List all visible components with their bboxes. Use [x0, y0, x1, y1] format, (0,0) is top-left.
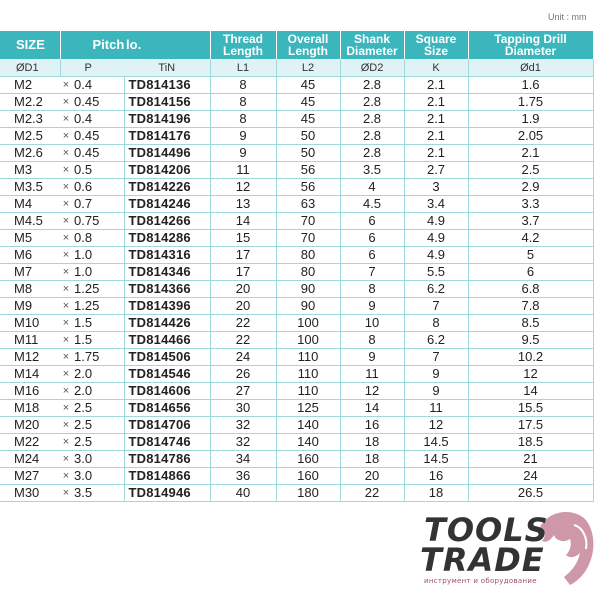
part-number-cell: TD814466	[124, 332, 210, 349]
overall-length-cell: 56	[276, 179, 340, 196]
square-size-cell: 16	[404, 468, 468, 485]
size: M8	[0, 281, 60, 298]
times-symbol: ×	[60, 145, 72, 162]
thread-length-cell: 9	[210, 128, 276, 145]
pitch-cell: 0.6	[72, 179, 124, 196]
tapping-drill-cell: 6	[468, 264, 593, 281]
thread-length-cell: 27	[210, 383, 276, 400]
shank-diameter-cell: 2.8	[340, 111, 404, 128]
thread-length-cell: 8	[210, 77, 276, 94]
header-size: SIZE	[0, 31, 60, 59]
part-number-cell: TD814606	[124, 383, 210, 400]
thread-length-cell: 17	[210, 264, 276, 281]
table-row	[0, 281, 593, 298]
size: M18	[0, 400, 60, 417]
shank-diameter-cell: 16	[340, 417, 404, 434]
square-size-cell: 4.9	[404, 213, 468, 230]
thread-length-cell: 15	[210, 230, 276, 247]
thread-length-cell: 22	[210, 315, 276, 332]
shank-diameter-cell: 2.8	[340, 77, 404, 94]
pitch-cell: 0.5	[72, 162, 124, 179]
tapping-drill-cell: 21	[468, 451, 593, 468]
tapping-drill-cell: 10.2	[468, 349, 593, 366]
pitch-cell: 1.0	[72, 264, 124, 281]
pitch-cell: 0.45	[72, 128, 124, 145]
size: M3.5	[0, 179, 60, 196]
shank-diameter-cell: 18	[340, 434, 404, 451]
square-size-cell: 2.1	[404, 77, 468, 94]
part-number-cell: TD814786	[124, 451, 210, 468]
times-symbol: ×	[60, 417, 72, 434]
overall-length-cell: 100	[276, 315, 340, 332]
shank-diameter-cell: 6	[340, 213, 404, 230]
times-symbol: ×	[60, 451, 72, 468]
unit-label: Unit : mm	[548, 12, 587, 22]
square-size-cell: 2.7	[404, 162, 468, 179]
tools-trade-logo	[418, 505, 598, 590]
times-symbol: ×	[60, 383, 72, 400]
shank-diameter-cell: 4.5	[340, 196, 404, 213]
subheader-pitch: P	[60, 59, 124, 77]
table-row	[0, 247, 593, 264]
part-number-cell: TD814496	[124, 145, 210, 162]
times-symbol: ×	[60, 366, 72, 383]
square-size-cell: 8	[404, 315, 468, 332]
square-size-cell: 7	[404, 349, 468, 366]
thread-length-cell: 32	[210, 417, 276, 434]
pitch-cell: 2.5	[72, 400, 124, 417]
shank-diameter-cell: 22	[340, 485, 404, 502]
overall-length-cell: 110	[276, 366, 340, 383]
size: M2	[0, 77, 60, 94]
overall-length-cell: 70	[276, 230, 340, 247]
pitch-cell: 2.5	[72, 434, 124, 451]
subheader-size: ØD1	[0, 59, 60, 77]
overall-length-cell: 140	[276, 417, 340, 434]
header-shank-diameter: Shank Diameter	[340, 31, 404, 59]
overall-length-cell: 160	[276, 468, 340, 485]
size: M4	[0, 196, 60, 213]
times-symbol: ×	[60, 247, 72, 264]
subheader-thread-length: L1	[210, 59, 276, 77]
header-pitch: Pitch	[60, 31, 124, 59]
shank-diameter-cell: 6	[340, 230, 404, 247]
part-number-cell: TD814366	[124, 281, 210, 298]
square-size-cell: 3.4	[404, 196, 468, 213]
pitch-cell: 3.0	[72, 451, 124, 468]
tapping-drill-cell: 12	[468, 366, 593, 383]
times-symbol: ×	[60, 298, 72, 315]
size: M2.5	[0, 128, 60, 145]
size: M3	[0, 162, 60, 179]
subheader-tapping-drill: Ød1	[468, 59, 593, 77]
pitch-cell: 1.0	[72, 247, 124, 264]
square-size-cell: 14.5	[404, 434, 468, 451]
tapping-drill-cell: 1.75	[468, 94, 593, 111]
thread-length-cell: 26	[210, 366, 276, 383]
pitch-cell: 0.4	[72, 77, 124, 94]
overall-length-cell: 56	[276, 162, 340, 179]
pitch-cell: 1.25	[72, 281, 124, 298]
square-size-cell: 2.1	[404, 145, 468, 162]
shank-diameter-cell: 9	[340, 349, 404, 366]
table-row	[0, 451, 593, 468]
pitch-cell: 1.25	[72, 298, 124, 315]
overall-length-cell: 100	[276, 332, 340, 349]
thread-length-cell: 32	[210, 434, 276, 451]
square-size-cell: 18	[404, 485, 468, 502]
size: M5	[0, 230, 60, 247]
table-row	[0, 400, 593, 417]
table-row	[0, 230, 593, 247]
square-size-cell: 14.5	[404, 451, 468, 468]
times-symbol: ×	[60, 468, 72, 485]
tapping-drill-cell: 6.8	[468, 281, 593, 298]
tapping-drill-cell: 18.5	[468, 434, 593, 451]
part-number-cell: TD814246	[124, 196, 210, 213]
table-row	[0, 77, 593, 94]
shank-diameter-cell: 6	[340, 247, 404, 264]
part-number-cell: TD814136	[124, 77, 210, 94]
pitch-cell: 0.45	[72, 145, 124, 162]
tapping-drill-cell: 26.5	[468, 485, 593, 502]
overall-length-cell: 110	[276, 383, 340, 400]
overall-length-cell: 160	[276, 451, 340, 468]
times-symbol: ×	[60, 213, 72, 230]
tapping-drill-cell: 2.9	[468, 179, 593, 196]
shank-diameter-cell: 20	[340, 468, 404, 485]
tapping-drill-cell: 1.9	[468, 111, 593, 128]
pitch-cell: 1.75	[72, 349, 124, 366]
table-row	[0, 383, 593, 400]
table-row	[0, 128, 593, 145]
size: M2.2	[0, 94, 60, 111]
logo-tagline: инструмент и оборудование	[424, 577, 537, 585]
overall-length-cell: 80	[276, 264, 340, 281]
table-row	[0, 111, 593, 128]
square-size-cell: 6.2	[404, 332, 468, 349]
thread-length-cell: 20	[210, 298, 276, 315]
pitch-cell: 0.45	[72, 94, 124, 111]
header-overall-length: Overall Length	[276, 31, 340, 59]
overall-length-cell: 80	[276, 247, 340, 264]
tapping-drill-cell: 24	[468, 468, 593, 485]
header-row	[0, 31, 593, 59]
shank-diameter-cell: 12	[340, 383, 404, 400]
thread-length-cell: 22	[210, 332, 276, 349]
size: M27	[0, 468, 60, 485]
shank-diameter-cell: 18	[340, 451, 404, 468]
tapping-drill-cell: 9.5	[468, 332, 593, 349]
tapping-drill-cell: 3.7	[468, 213, 593, 230]
times-symbol: ×	[60, 162, 72, 179]
tapping-drill-cell: 2.1	[468, 145, 593, 162]
part-number-cell: TD814746	[124, 434, 210, 451]
tapping-drill-cell: 15.5	[468, 400, 593, 417]
overall-length-cell: 45	[276, 77, 340, 94]
table-row	[0, 417, 593, 434]
logo-line-2: TRADE	[420, 541, 545, 579]
pitch-cell: 3.5	[72, 485, 124, 502]
size: M11	[0, 332, 60, 349]
shank-diameter-cell: 2.8	[340, 145, 404, 162]
part-number-cell: TD814206	[124, 162, 210, 179]
overall-length-cell: 50	[276, 145, 340, 162]
square-size-cell: 9	[404, 383, 468, 400]
times-symbol: ×	[60, 400, 72, 417]
pitch-cell: 1.5	[72, 332, 124, 349]
tapping-drill-cell: 5	[468, 247, 593, 264]
overall-length-cell: 180	[276, 485, 340, 502]
overall-length-cell: 90	[276, 281, 340, 298]
square-size-cell: 2.1	[404, 94, 468, 111]
size: M10	[0, 315, 60, 332]
times-symbol: ×	[60, 349, 72, 366]
shank-diameter-cell: 11	[340, 366, 404, 383]
square-size-cell: 3	[404, 179, 468, 196]
part-number-cell: TD814196	[124, 111, 210, 128]
size: M24	[0, 451, 60, 468]
times-symbol: ×	[60, 128, 72, 145]
times-symbol: ×	[60, 332, 72, 349]
size: M22	[0, 434, 60, 451]
table-row	[0, 94, 593, 111]
table-row	[0, 485, 593, 502]
table-row	[0, 196, 593, 213]
header-thread-length: Thread Length	[210, 31, 276, 59]
thread-length-cell: 8	[210, 94, 276, 111]
tapping-drill-cell: 8.5	[468, 315, 593, 332]
thread-length-cell: 14	[210, 213, 276, 230]
part-number-cell: TD814286	[124, 230, 210, 247]
times-symbol: ×	[60, 77, 72, 94]
thread-length-cell: 17	[210, 247, 276, 264]
shank-diameter-cell: 2.8	[340, 128, 404, 145]
part-number-cell: TD814426	[124, 315, 210, 332]
size: M4.5	[0, 213, 60, 230]
table-row	[0, 145, 593, 162]
part-number-cell: TD814866	[124, 468, 210, 485]
overall-length-cell: 45	[276, 111, 340, 128]
part-number-cell: TD814176	[124, 128, 210, 145]
shank-diameter-cell: 7	[340, 264, 404, 281]
table-row	[0, 179, 593, 196]
part-number-cell: TD814546	[124, 366, 210, 383]
size: M12	[0, 349, 60, 366]
thread-length-cell: 12	[210, 179, 276, 196]
table-row	[0, 468, 593, 485]
size: M2.6	[0, 145, 60, 162]
header-square-size: Square Size	[404, 31, 468, 59]
shank-diameter-cell: 3.5	[340, 162, 404, 179]
subheader-shank-diameter: ØD2	[340, 59, 404, 77]
pitch-cell: 0.75	[72, 213, 124, 230]
overall-length-cell: 63	[276, 196, 340, 213]
times-symbol: ×	[60, 94, 72, 111]
thread-length-cell: 34	[210, 451, 276, 468]
shank-diameter-cell: 4	[340, 179, 404, 196]
square-size-cell: 7	[404, 298, 468, 315]
times-symbol: ×	[60, 230, 72, 247]
times-symbol: ×	[60, 281, 72, 298]
table-body	[0, 77, 593, 502]
square-size-cell: 4.9	[404, 247, 468, 264]
part-number-cell: TD814156	[124, 94, 210, 111]
overall-length-cell: 110	[276, 349, 340, 366]
square-size-cell: 11	[404, 400, 468, 417]
table-row	[0, 315, 593, 332]
overall-length-cell: 125	[276, 400, 340, 417]
square-size-cell: 12	[404, 417, 468, 434]
overall-length-cell: 50	[276, 128, 340, 145]
thread-length-cell: 20	[210, 281, 276, 298]
table-row	[0, 332, 593, 349]
shank-diameter-cell: 9	[340, 298, 404, 315]
tapping-drill-cell: 2.05	[468, 128, 593, 145]
overall-length-cell: 70	[276, 213, 340, 230]
subheader-row	[0, 59, 593, 77]
pitch-cell: 0.4	[72, 111, 124, 128]
part-number-cell: TD814946	[124, 485, 210, 502]
thread-length-cell: 13	[210, 196, 276, 213]
pitch-cell: 2.0	[72, 383, 124, 400]
times-symbol: ×	[60, 179, 72, 196]
size: M6	[0, 247, 60, 264]
square-size-cell: 9	[404, 366, 468, 383]
square-size-cell: 6.2	[404, 281, 468, 298]
square-size-cell: 5.5	[404, 264, 468, 281]
tapping-drill-cell: 3.3	[468, 196, 593, 213]
tapping-drill-cell: 17.5	[468, 417, 593, 434]
table-row	[0, 162, 593, 179]
part-number-cell: TD814346	[124, 264, 210, 281]
size: M14	[0, 366, 60, 383]
table-row	[0, 213, 593, 230]
subheader-square-size: K	[404, 59, 468, 77]
part-number-cell: TD814506	[124, 349, 210, 366]
size: M7	[0, 264, 60, 281]
shank-diameter-cell: 10	[340, 315, 404, 332]
square-size-cell: 2.1	[404, 111, 468, 128]
size: M2.3	[0, 111, 60, 128]
part-number-cell: TD814226	[124, 179, 210, 196]
tapping-drill-cell: 2.5	[468, 162, 593, 179]
times-symbol: ×	[60, 264, 72, 281]
times-symbol: ×	[60, 111, 72, 128]
pitch-cell: 2.0	[72, 366, 124, 383]
pitch-cell: 0.8	[72, 230, 124, 247]
part-number-cell: TD814656	[124, 400, 210, 417]
part-number-cell: TD814396	[124, 298, 210, 315]
overall-length-cell: 45	[276, 94, 340, 111]
overall-length-cell: 90	[276, 298, 340, 315]
thread-length-cell: 8	[210, 111, 276, 128]
header-tapping-drill: Tapping Drill Diameter	[468, 31, 593, 59]
part-number-cell: TD814706	[124, 417, 210, 434]
pitch-cell: 0.7	[72, 196, 124, 213]
header-no: lo.	[124, 31, 210, 59]
square-size-cell: 2.1	[404, 128, 468, 145]
part-number-cell: TD814316	[124, 247, 210, 264]
tapping-drill-cell: 4.2	[468, 230, 593, 247]
shank-diameter-cell: 2.8	[340, 94, 404, 111]
table-row	[0, 298, 593, 315]
thread-length-cell: 36	[210, 468, 276, 485]
thread-length-cell: 30	[210, 400, 276, 417]
size: M16	[0, 383, 60, 400]
size: M9	[0, 298, 60, 315]
thread-length-cell: 11	[210, 162, 276, 179]
tapping-drill-cell: 7.8	[468, 298, 593, 315]
times-symbol: ×	[60, 485, 72, 502]
subheader-no: TiN	[124, 59, 210, 77]
thread-length-cell: 40	[210, 485, 276, 502]
pitch-cell: 3.0	[72, 468, 124, 485]
pitch-cell: 2.5	[72, 417, 124, 434]
table-row	[0, 264, 593, 281]
size: M30	[0, 485, 60, 502]
table-row	[0, 349, 593, 366]
tapping-drill-cell: 14	[468, 383, 593, 400]
times-symbol: ×	[60, 196, 72, 213]
pitch-cell: 1.5	[72, 315, 124, 332]
shank-diameter-cell: 8	[340, 332, 404, 349]
part-number-cell: TD814266	[124, 213, 210, 230]
table-row	[0, 366, 593, 383]
tap-spec-table	[0, 31, 594, 502]
overall-length-cell: 140	[276, 434, 340, 451]
subheader-overall-length: L2	[276, 59, 340, 77]
shank-diameter-cell: 8	[340, 281, 404, 298]
thread-length-cell: 9	[210, 145, 276, 162]
tapping-drill-cell: 1.6	[468, 77, 593, 94]
times-symbol: ×	[60, 315, 72, 332]
shank-diameter-cell: 14	[340, 400, 404, 417]
square-size-cell: 4.9	[404, 230, 468, 247]
logo-line-1: TOOLS	[424, 511, 549, 549]
size: M20	[0, 417, 60, 434]
table-row	[0, 434, 593, 451]
times-symbol: ×	[60, 434, 72, 451]
thread-length-cell: 24	[210, 349, 276, 366]
